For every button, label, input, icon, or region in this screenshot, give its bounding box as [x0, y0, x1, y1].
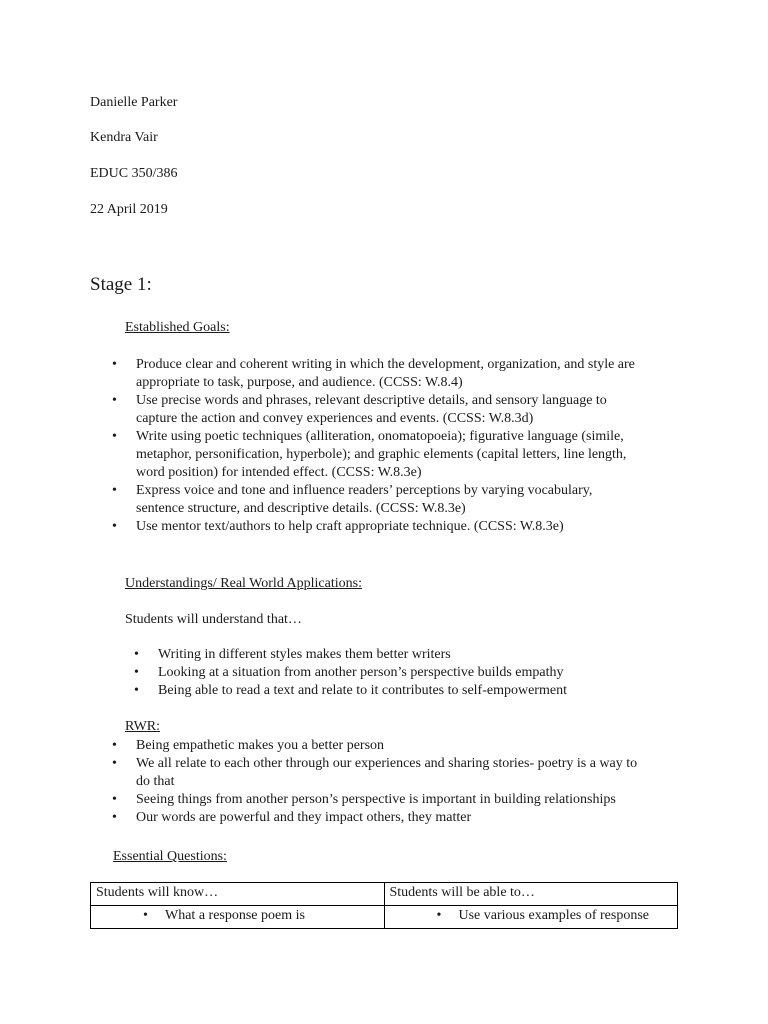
understanding-item: • Writing in different styles makes them better writers [158, 646, 678, 664]
goal-item: • Produce clear and coherent writing in which the development, organization, and style are appropriate to task, purpose, and audience. (CCSS: W.8.4) [136, 356, 696, 392]
instructor-name: Kendra Vair [90, 130, 158, 145]
rwr-item: • Being empathetic makes you a better person [136, 737, 696, 755]
rwr-list [136, 737, 696, 827]
rwr-item: • We all relate to each other through our experiences and sharing stories- poetry is a way to do that [136, 755, 696, 791]
column-header-able: Students will be able to… [384, 883, 678, 906]
stage-title: Stage 1: [90, 274, 152, 295]
understandings-intro: Students will understand that… [125, 612, 302, 627]
able-item: • Use various examples of response [384, 906, 678, 929]
understanding-item: • Looking at a situation from another person’s perspective builds empathy [158, 664, 678, 682]
understanding-item: • Being able to read a text and relate to it contributes to self-empowerment [158, 682, 678, 700]
column-header-know: Students will know… [91, 883, 385, 906]
established-goals-list [136, 356, 696, 536]
rwr-heading: RWR: [125, 719, 161, 734]
know-do-table [90, 882, 678, 929]
essential-questions-heading: Essential Questions: [113, 849, 227, 864]
rwr-item: • Our words are powerful and they impact others, they matter [136, 809, 696, 827]
goal-item: • Write using poetic techniques (alliteration, onomatopoeia); figurative language (simile, metaphor, personification, hyperbole); and graphic elements (capital letters, line length, word position) for intended effect. (CCSS: W.8.3e) [136, 428, 696, 482]
author-name: Danielle Parker [90, 95, 178, 110]
established-goals-heading: Established Goals: [125, 320, 230, 335]
table-header-row [91, 883, 678, 906]
table-row [91, 906, 678, 929]
goal-item: • Use precise words and phrases, relevant descriptive details, and sensory language to capture the action and convey experiences and events. (CCSS: W.8.3d) [136, 392, 696, 428]
course-code: EDUC 350/386 [90, 166, 178, 181]
rwr-item: • Seeing things from another person’s perspective is important in building relationships [136, 791, 696, 809]
goal-item: • Express voice and tone and influence readers’ perceptions by varying vocabulary, sentence structure, and descriptive details. (CCSS: W.8.3e) [136, 482, 696, 518]
goal-item: • Use mentor text/authors to help craft appropriate technique. (CCSS: W.8.3e) [136, 518, 696, 536]
document-date: 22 April 2019 [90, 202, 168, 217]
know-item: • What a response poem is [91, 906, 385, 929]
understandings-list [158, 646, 678, 700]
understandings-heading: Understandings/ Real World Applications: [125, 576, 362, 591]
